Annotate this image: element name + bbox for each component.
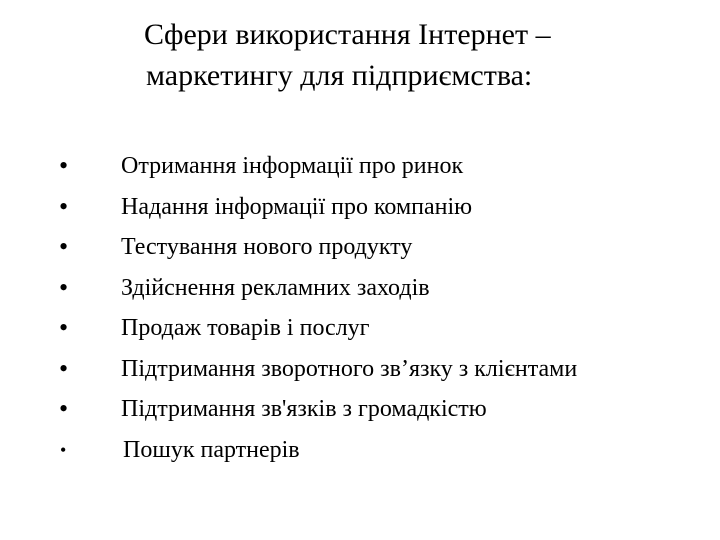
list-item-text: Здійснення рекламних заходів (121, 274, 430, 301)
bullet-marker: • (59, 232, 69, 261)
list-item (0, 146, 720, 187)
list-item (0, 430, 720, 471)
list-item-text: Тестування нового продукту (121, 234, 413, 260)
title-line-2: маркетингу для підприємства: (146, 59, 533, 92)
list-item (0, 227, 720, 268)
list-item-text: Підтримання зворотного зв’язку з клієнтами (121, 355, 578, 382)
list-item (0, 308, 720, 349)
title-line-1: Сфери використання Інтернет – (144, 18, 551, 51)
bullet-marker: • (59, 353, 69, 383)
bullet-list (0, 146, 720, 470)
bullet-marker: • (59, 191, 69, 221)
list-item-text: Отримання інформації про ринок (121, 153, 464, 179)
bullet-marker: • (59, 313, 69, 342)
list-item-text: Продаж товарів і послуг (121, 315, 370, 341)
list-item-text: Надання інформації про компанію (121, 193, 473, 220)
list-item (0, 187, 720, 228)
bullet-marker: • (59, 394, 69, 423)
bullet-marker: • (60, 439, 67, 460)
bullet-marker: • (59, 151, 69, 180)
list-item (0, 349, 720, 390)
list-item-text: Пошук партнерів (123, 436, 300, 463)
bullet-marker: • (59, 272, 69, 302)
list-item (0, 268, 720, 309)
list-item-text: Підтримання зв'язків з громадкістю (121, 396, 487, 422)
slide-title (0, 14, 720, 96)
list-item (0, 389, 720, 430)
